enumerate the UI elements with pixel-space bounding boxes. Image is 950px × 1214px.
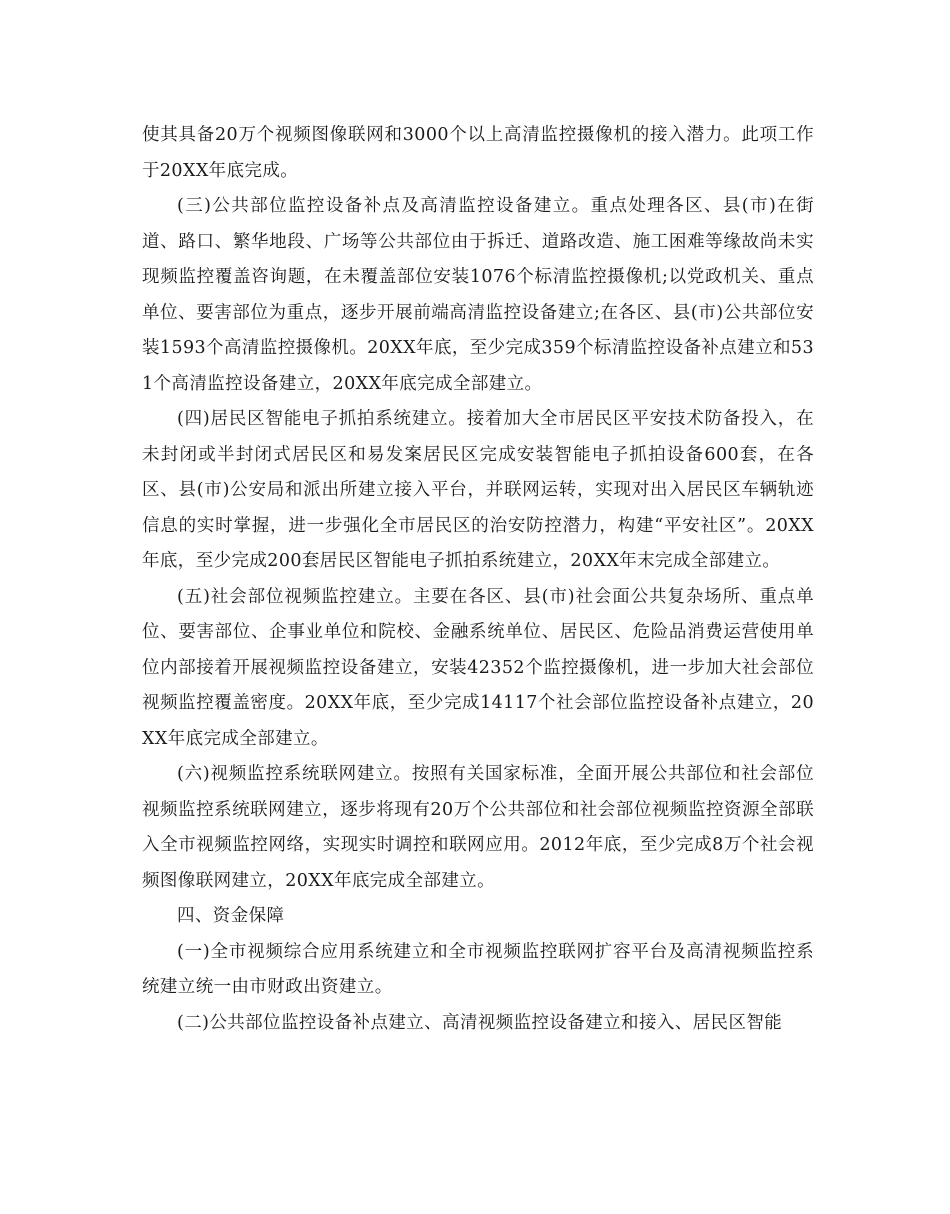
paragraph-section-6: (六)视频监控系统联网建立。按照有关国家标准，全面开展公共部位和社会部位视频监控系统联网建立，逐步将现有20万个公共部位和社会部位视频监控资源全部联入全市视频监控网络，实现实时调控和联网应用。2012年底，至少完成8万个社会视频图像联网建立，20XX年底完成全部建立。 <box>142 764 814 891</box>
paragraph-continuation: 使其具备20万个视频图像联网和3000个以上高清监控摄像机的接入潜力。此项工作于20XX年底完成。 <box>142 125 814 181</box>
paragraph-section-3: (三)公共部位监控设备补点及高清监控设备建立。重点处理各区、县(市)在街道、路口、繁华地段、广场等公共部位由于拆迁、道路改造、施工困难等缘故尚未实现频监控覆盖咨询题，在未覆盖部位安装1076个标清监控摄像机;以党政机关、重点单位、要害部位为重点，逐步开展前端高清监控设备建立;在各区、县(市)公共部位安装1593个高清监控摄像机。20XX年底，至少完成359个标清监控设备补点建立和531个高清监控设备建立，20XX年底完成全部建立。 <box>142 196 814 394</box>
document-body <box>142 118 814 1041</box>
paragraph-section-5: (五)社会部位视频监控建立。主要在各区、县(市)社会面公共复杂场所、重点单位、要害部位、企事业单位和院校、金融系统单位、居民区、危险品消费运营使用单位内部接着开展视频监控设备建立，安装42352个监控摄像机，进一步加大社会部位视频监控覆盖密度。20XX年底，至少完成14117个社会部位监控设备补点建立，20XX年底完成全部建立。 <box>142 586 814 749</box>
paragraph-section-4: (四)居民区智能电子抓拍系统建立。接着加大全市居民区平安技术防备投入，在未封闭或半封闭式居民区和易发案居民区完成安装智能电子抓拍设备600套，在各区、县(市)公安局和派出所建立接入平台，并联网运转，实现对出入居民区车辆轨迹信息的实时掌握，进一步强化全市居民区的治安防控潜力，构建“平安社区”。20XX年底，至少完成200套居民区智能电子抓拍系统建立，20XX年末完成全部建立。 <box>142 409 814 571</box>
paragraph-funding-1: (一)全市视频综合应用系统建立和全市视频监控联网扩容平台及高清视频监控系统建立统一由市财政出资建立。 <box>142 941 814 997</box>
heading-funding: 四、资金保障 <box>177 906 285 926</box>
paragraph-funding-2: (二)公共部位监控设备补点建立、高清视频监控设备建立和接入、居民区智能 <box>177 1012 783 1033</box>
